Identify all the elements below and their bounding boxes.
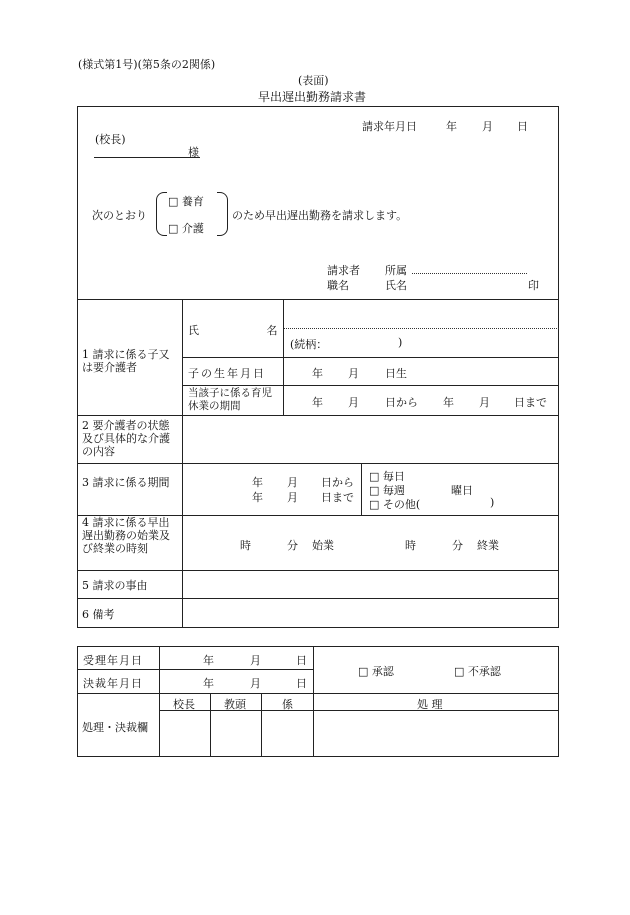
period-to-year: 年 [252, 491, 263, 504]
col-vice-principal: 教頭 [224, 698, 246, 711]
page-title: 早出遅出勤務請求書 [258, 90, 367, 104]
end-hour: 時 [405, 539, 416, 552]
addressee-underline [94, 157, 200, 158]
request-day: 日 [517, 120, 528, 133]
seal-label: 印 [528, 279, 539, 292]
request-date-label: 請求年月日 [362, 120, 417, 133]
period-to-day: 日まで [321, 491, 354, 504]
freq-daily[interactable]: □ 毎日 [369, 470, 405, 483]
received-date-label: 受理年月日 [83, 654, 143, 667]
freq-other[interactable]: □ その他( [369, 498, 421, 511]
start-label: 始業 [312, 539, 334, 552]
reason-suffix: のため早出遅出勤務を請求します。 [232, 209, 408, 222]
period-from-year: 年 [252, 476, 263, 489]
relation-label: (続柄： [290, 338, 328, 351]
row4-label: 4 請求に係る早出遅出勤務の始業及び終業の時刻 [82, 516, 170, 555]
leave-from-day: 日から [385, 396, 418, 409]
row5-label: 5 請求の事由 [82, 579, 148, 592]
start-minute: 分 [287, 539, 298, 552]
leave-label: 当該子に係る育児休業の期間 [188, 387, 272, 412]
name-field-label: 氏 名 [188, 324, 278, 337]
reason-prefix: 次のとおり [92, 209, 147, 222]
decided-day: 日 [296, 677, 307, 690]
request-month: 月 [482, 120, 493, 133]
relation-close: ) [398, 336, 403, 349]
freq-weekly[interactable]: □ 毎週 [369, 484, 405, 497]
side-label: (表面) [298, 74, 329, 87]
decided-date-label: 決裁年月日 [83, 677, 143, 690]
freq-weekday: 曜日 [451, 484, 473, 497]
leave-from-year: 年 [312, 396, 323, 409]
name-label: 氏名 [385, 279, 407, 292]
sama-label: 様 [188, 146, 199, 159]
birth-year: 年 [312, 367, 323, 380]
affiliation-dotted-line [412, 273, 527, 274]
period-from-day: 日から [321, 476, 354, 489]
request-year: 年 [446, 120, 457, 133]
row3-label: 3 請求に係る期間 [82, 476, 170, 489]
freq-other-close: ) [490, 496, 495, 509]
start-hour: 時 [240, 539, 251, 552]
period-from-month: 月 [287, 476, 298, 489]
end-minute: 分 [452, 539, 463, 552]
decided-year: 年 [203, 677, 214, 690]
left-bracket [156, 192, 167, 236]
row6-label: 6 備考 [82, 608, 115, 621]
col-process: 処 理 [417, 698, 443, 711]
leave-from-month: 月 [348, 396, 359, 409]
leave-to-day: 日まで [514, 396, 547, 409]
received-day: 日 [296, 654, 307, 667]
col-principal: 校長 [173, 698, 195, 711]
right-bracket [217, 192, 228, 236]
row2-label: 2 要介護者の状態及び具体的な介護の内容 [82, 419, 170, 458]
period-to-month: 月 [287, 491, 298, 504]
approve-checkbox[interactable]: □ 承認 [358, 665, 394, 678]
addressee-label: (校長) [95, 133, 126, 146]
birth-label: 子の生年月日 [188, 367, 266, 380]
received-month: 月 [250, 654, 261, 667]
option-nursing-care[interactable]: □ 介護 [168, 222, 204, 235]
affiliation-label: 所属 [385, 264, 407, 277]
received-year: 年 [203, 654, 214, 667]
birth-day: 日生 [385, 367, 407, 380]
position-label: 職名 [327, 279, 349, 292]
col-staff: 係 [282, 698, 293, 711]
reject-checkbox[interactable]: □ 不承認 [454, 665, 501, 678]
leave-to-year: 年 [443, 396, 454, 409]
leave-to-month: 月 [479, 396, 490, 409]
decided-month: 月 [250, 677, 261, 690]
row1-label: 1 請求に係る子又は要介護者 [82, 348, 170, 374]
option-childcare[interactable]: □ 養育 [168, 195, 204, 208]
end-label: 終業 [477, 539, 499, 552]
birth-month: 月 [348, 367, 359, 380]
requester-label: 請求者 [327, 264, 360, 277]
form-reference: (様式第1号)(第5条の2関係) [78, 58, 216, 71]
process-label: 処理・決裁欄 [82, 721, 148, 734]
